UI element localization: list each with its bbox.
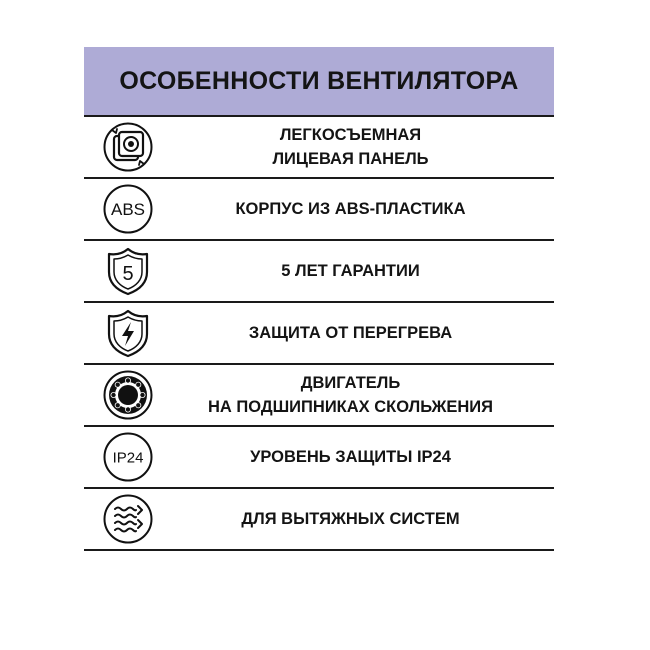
feature-row-warranty [84, 241, 554, 301]
feature-label-line: НА ПОДШИПНИКАХ СКОЛЬЖЕНИЯ [207, 398, 494, 416]
ip24-badge-icon [99, 428, 157, 486]
features-header [84, 47, 554, 115]
overheat-shield-icon [99, 304, 157, 362]
feature-label-line: ДВИГАТЕЛЬ [300, 374, 401, 392]
feature-label [157, 321, 554, 345]
feature-label [157, 197, 554, 221]
divider [84, 549, 554, 551]
feature-label-line: 5 ЛЕТ ГАРАНТИИ [281, 262, 420, 280]
feature-label [157, 445, 554, 469]
feature-row-bearing-motor [84, 365, 554, 425]
ip24-badge-text: IP24 [112, 449, 144, 467]
feature-label [157, 123, 554, 171]
fan-features-card [84, 47, 554, 551]
warranty-years-text: 5 [122, 263, 134, 285]
feature-label-line: ЛЕГКОСЪЕМНАЯ [279, 126, 422, 144]
feature-row-abs-plastic [84, 179, 554, 239]
abs-badge-icon [99, 180, 157, 238]
exhaust-airflow-icon [99, 490, 157, 548]
warranty-shield-icon [99, 242, 157, 300]
feature-label [157, 507, 554, 531]
feature-label-line: УРОВЕНЬ ЗАЩИТЫ IP24 [250, 448, 451, 466]
removable-panel-icon [99, 118, 157, 176]
feature-row-ip24 [84, 427, 554, 487]
feature-label-line: ЛИЦЕВАЯ ПАНЕЛЬ [272, 150, 429, 168]
feature-row-exhaust [84, 489, 554, 549]
feature-label [157, 371, 554, 419]
features-title: ОСОБЕННОСТИ ВЕНТИЛЯТОРА [119, 66, 519, 95]
abs-badge-text: ABS [110, 200, 146, 219]
feature-row-removable-panel [84, 117, 554, 177]
feature-label-line: ДЛЯ ВЫТЯЖНЫХ СИСТЕМ [241, 510, 460, 528]
feature-row-overheat [84, 303, 554, 363]
bearing-motor-icon [99, 366, 157, 424]
feature-label-line: ЗАЩИТА ОТ ПЕРЕГРЕВА [248, 324, 453, 342]
feature-label [157, 259, 554, 283]
feature-label-line: КОРПУС ИЗ ABS-ПЛАСТИКА [235, 200, 466, 218]
